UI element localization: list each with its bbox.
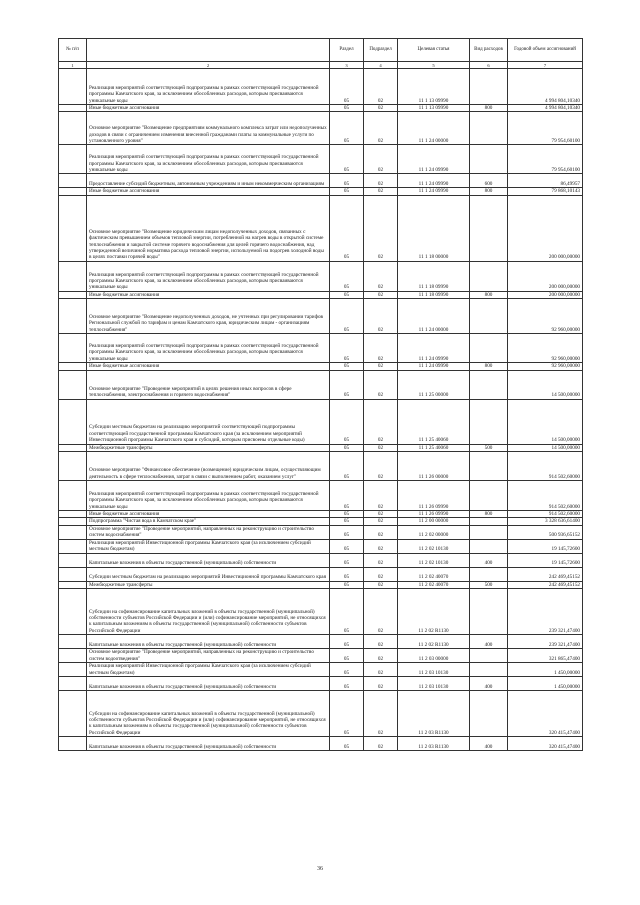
cell-target: 11 2 03 10130 — [398, 677, 470, 691]
table-row — [59, 399, 583, 444]
cell-name: Межбюджетные трансферты — [87, 444, 330, 451]
table-row — [59, 370, 583, 399]
cell-subsection: 02 — [364, 691, 398, 737]
cell-expense-type — [470, 518, 508, 525]
cell-target: 11 2 00 00000 — [398, 518, 470, 525]
cell-amount: 242 469,45152 — [508, 581, 583, 588]
cell-target: 11 1 18 09990 — [398, 291, 470, 298]
cell-amount: 200 000,00000 — [508, 195, 583, 261]
cell-num — [59, 677, 87, 691]
cell-amount: 239 321,47400 — [508, 589, 583, 635]
cell-name: Реализация мероприятий соответствующей подпрограммы в рамках соответствующей государственной программы Камчатского края, за исключением обособленных расходов, которым присваиваются уникальные коды — [87, 69, 330, 105]
cell-target: 11 2 02 00000 — [398, 525, 470, 539]
cell-amount: 92 960,00000 — [508, 334, 583, 363]
header-expense-type: Вид расходов — [470, 39, 508, 62]
cell-section: 05 — [330, 539, 364, 553]
cell-amount: 320 415,47400 — [508, 737, 583, 751]
cell-section: 05 — [330, 299, 364, 334]
cell-amount: 79 954,60100 — [508, 112, 583, 145]
cell-name: Иные бюджетные ассигнования — [87, 511, 330, 518]
table-row — [59, 567, 583, 581]
cell-target: 11 1 25 40060 — [398, 399, 470, 444]
cell-num — [59, 299, 87, 334]
cell-expense-type — [470, 399, 508, 444]
cell-name: Предоставление субсидий бюджетным, автономным учреждениям и иным некоммерческим организациям — [87, 174, 330, 188]
cell-section: 05 — [330, 145, 364, 174]
table-row — [59, 291, 583, 298]
cell-name: Реализация мероприятий Инвестиционной программы Камчатского края (за исключением субсидий местным бюджетам) — [87, 539, 330, 553]
cell-num — [59, 691, 87, 737]
cell-subsection: 02 — [364, 481, 398, 511]
cell-target: 11 1 24 09990 — [398, 188, 470, 195]
cell-target: 11 2 03 00000 — [398, 649, 470, 663]
table-row — [59, 581, 583, 588]
cell-target: 11 1 26 00000 — [398, 452, 470, 481]
cell-name: Капитальные вложения в объекты государственной (муниципальной) собственности — [87, 677, 330, 691]
cell-expense-type: 800 — [470, 511, 508, 518]
column-number: 2 — [87, 62, 330, 69]
cell-target: 11 1 24 09990 — [398, 334, 470, 363]
cell-subsection: 02 — [364, 539, 398, 553]
cell-expense-type: 400 — [470, 635, 508, 649]
budget-sheet — [58, 38, 582, 751]
cell-expense-type — [470, 567, 508, 581]
cell-name: Реализация мероприятий соответствующей подпрограммы в рамках соответствующей государственной программы Камчатского края, за исключением обособленных расходов, которым присваиваются уникальные коды — [87, 145, 330, 174]
cell-amount: 14 500,00000 — [508, 399, 583, 444]
cell-subsection: 02 — [364, 511, 398, 518]
cell-subsection: 02 — [364, 195, 398, 261]
table-row — [59, 363, 583, 370]
cell-expense-type — [470, 261, 508, 291]
cell-subsection: 02 — [364, 145, 398, 174]
table-row — [59, 145, 583, 174]
cell-expense-type: 600 — [470, 174, 508, 188]
cell-section: 05 — [330, 481, 364, 511]
cell-section: 05 — [330, 105, 364, 112]
table-row — [59, 518, 583, 525]
table-row — [59, 195, 583, 261]
cell-num — [59, 174, 87, 188]
cell-target: 11 1 13 09990 — [398, 105, 470, 112]
cell-name: Реализация мероприятий Инвестиционной программы Камчатского края (за исключением субсидий местным бюджетам) — [87, 663, 330, 677]
cell-expense-type — [470, 112, 508, 145]
cell-target: 11 2 03 10130 — [398, 663, 470, 677]
cell-subsection: 02 — [364, 525, 398, 539]
cell-section: 05 — [330, 677, 364, 691]
cell-num — [59, 481, 87, 511]
cell-subsection: 02 — [364, 261, 398, 291]
cell-expense-type — [470, 539, 508, 553]
cell-amount: 3 328 636,61400 — [508, 518, 583, 525]
table-row — [59, 539, 583, 553]
cell-subsection: 02 — [364, 737, 398, 751]
cell-amount: 86,49957 — [508, 174, 583, 188]
cell-name: Основное мероприятие "Возмещение юридическим лицам недополученных доходов, связанных с фактическим превышением объемов тепловой энергии, потребленной на нагрев воды в открытой системе теплоснабжения и закрытой системе горячего водоснабжения для целей горячего водоснабжения, над утвержденной величиной норматива расхода тепловой энергии, используемой на подогрев холодной воды в целях поставки горячей воды" — [87, 195, 330, 261]
cell-name: Реализация мероприятий соответствующей подпрограммы в рамках соответствующей государственной программы Камчатского края, за исключением обособленных расходов, которым присваиваются уникальные коды — [87, 481, 330, 511]
table-row — [59, 525, 583, 539]
header-subsection: Подраздел — [364, 39, 398, 62]
header-name — [87, 39, 330, 62]
cell-section: 05 — [330, 452, 364, 481]
table-row — [59, 112, 583, 145]
table-row — [59, 737, 583, 751]
cell-name: Иные бюджетные ассигнования — [87, 363, 330, 370]
cell-target: 11 1 24 09990 — [398, 174, 470, 188]
cell-name: Основное мероприятие "Возмещение недополученных доходов, не учтенных при регулировании тарифов Региональной службой по тарифам и ценам Камчатского края, юридическим лицам - организациям теплоснабжения" — [87, 299, 330, 334]
table-row — [59, 511, 583, 518]
cell-subsection: 02 — [364, 444, 398, 451]
cell-amount: 1 450,00000 — [508, 663, 583, 677]
cell-num — [59, 567, 87, 581]
cell-amount: 914 502,60000 — [508, 511, 583, 518]
header-amount: Годовой объем ассигнований — [508, 39, 583, 62]
cell-num — [59, 334, 87, 363]
cell-amount: 914 502,60000 — [508, 452, 583, 481]
cell-target: 11 1 18 09990 — [398, 261, 470, 291]
cell-subsection: 02 — [364, 334, 398, 363]
header-target: Целевая статья — [398, 39, 470, 62]
cell-amount: 500 936,65152 — [508, 525, 583, 539]
cell-name: Основное мероприятие "Финансовое обеспечение (возмещение) юридическим лицам, осуществляющим деятельность в сфере теплоснабжения, затрат в связи с выполнением работ, оказанием услуг" — [87, 452, 330, 481]
cell-subsection: 02 — [364, 581, 398, 588]
cell-expense-type — [470, 299, 508, 334]
cell-target: 11 1 25 00000 — [398, 370, 470, 399]
cell-name: Реализация мероприятий соответствующей подпрограммы в рамках соответствующей государственной программы Камчатского края, за исключением обособленных расходов, которым присваиваются уникальные коды — [87, 261, 330, 291]
cell-section: 05 — [330, 291, 364, 298]
cell-target: 11 2 02 40070 — [398, 567, 470, 581]
table-row — [59, 589, 583, 635]
cell-name: Основное мероприятие "Проведение мероприятий, направленных на реконструкцию и строительство систем водоотведения" — [87, 649, 330, 663]
cell-subsection: 02 — [364, 69, 398, 105]
cell-section: 05 — [330, 649, 364, 663]
cell-num — [59, 145, 87, 174]
column-number: 6 — [470, 62, 508, 69]
cell-subsection: 02 — [364, 112, 398, 145]
cell-expense-type — [470, 370, 508, 399]
cell-section: 05 — [330, 663, 364, 677]
cell-num — [59, 195, 87, 261]
cell-target: 11 1 18 00000 — [398, 195, 470, 261]
cell-target: 11 2 02 40070 — [398, 581, 470, 588]
cell-section: 05 — [330, 737, 364, 751]
cell-amount: 914 502,60000 — [508, 481, 583, 511]
table-row — [59, 188, 583, 195]
cell-target: 11 1 24 09990 — [398, 363, 470, 370]
cell-expense-type: 800 — [470, 291, 508, 298]
cell-num — [59, 399, 87, 444]
cell-subsection: 02 — [364, 299, 398, 334]
table-row — [59, 481, 583, 511]
cell-target: 11 2 02 R1130 — [398, 589, 470, 635]
cell-section: 05 — [330, 69, 364, 105]
cell-section: 05 — [330, 691, 364, 737]
cell-name: Иные бюджетные ассигнования — [87, 188, 330, 195]
column-number: 1 — [59, 62, 87, 69]
cell-name: Иные бюджетные ассигнования — [87, 105, 330, 112]
cell-num — [59, 737, 87, 751]
column-number-row — [59, 62, 583, 69]
cell-target: 11 1 26 09990 — [398, 481, 470, 511]
cell-target: 11 2 02 R1130 — [398, 635, 470, 649]
cell-amount: 14 500,00000 — [508, 370, 583, 399]
cell-expense-type: 800 — [470, 188, 508, 195]
table-row — [59, 691, 583, 737]
cell-num — [59, 511, 87, 518]
cell-subsection: 02 — [364, 188, 398, 195]
table-row — [59, 677, 583, 691]
cell-subsection: 02 — [364, 677, 398, 691]
cell-expense-type — [470, 69, 508, 105]
header-num: № п/п — [59, 39, 87, 62]
cell-expense-type: 400 — [470, 553, 508, 567]
cell-expense-type: 500 — [470, 581, 508, 588]
table-row — [59, 174, 583, 188]
cell-amount: 320 415,47400 — [508, 691, 583, 737]
cell-amount: 321 865,47400 — [508, 649, 583, 663]
cell-num — [59, 261, 87, 291]
cell-expense-type — [470, 589, 508, 635]
cell-subsection: 02 — [364, 663, 398, 677]
cell-name: Субсидии местным бюджетам на реализацию мероприятий Инвестиционной программы Камчатского края — [87, 567, 330, 581]
cell-name: Основное мероприятие "Возмещение предприятиям коммунального комплекса затрат или недополученных доходов в связи с ограничением изменения внесенной гражданами платы за коммунальные услуги по установленного уровня" — [87, 112, 330, 145]
cell-expense-type: 500 — [470, 444, 508, 451]
cell-amount: 4 994 804,10340 — [508, 105, 583, 112]
cell-expense-type — [470, 195, 508, 261]
cell-target: 11 1 24 09990 — [398, 145, 470, 174]
cell-num — [59, 635, 87, 649]
table-header-row — [59, 39, 583, 62]
cell-target: 11 1 26 09990 — [398, 511, 470, 518]
table-row — [59, 334, 583, 363]
cell-name: Основное мероприятие "Проведение мероприятий в целях решения иных вопросов в сфере теплоснабжения, электроснабжения и горячего водоснабжения" — [87, 370, 330, 399]
cell-expense-type: 800 — [470, 105, 508, 112]
cell-section: 05 — [330, 195, 364, 261]
cell-expense-type: 800 — [470, 363, 508, 370]
cell-target: 11 2 02 10130 — [398, 553, 470, 567]
cell-section: 05 — [330, 635, 364, 649]
cell-num — [59, 112, 87, 145]
cell-num — [59, 291, 87, 298]
cell-name: Капитальные вложения в объекты государственной (муниципальной) собственности — [87, 635, 330, 649]
cell-target: 11 1 25 40060 — [398, 444, 470, 451]
cell-target: 11 1 24 00000 — [398, 112, 470, 145]
cell-expense-type — [470, 663, 508, 677]
cell-expense-type: 400 — [470, 677, 508, 691]
cell-name: Основное мероприятие "Проведение мероприятий, направленных на реконструкцию и строительство систем водоснабжения" — [87, 525, 330, 539]
cell-amount: 200 000,00000 — [508, 261, 583, 291]
cell-num — [59, 539, 87, 553]
cell-section: 05 — [330, 581, 364, 588]
budget-table — [58, 38, 583, 751]
cell-section: 05 — [330, 444, 364, 451]
cell-num — [59, 452, 87, 481]
column-number: 5 — [398, 62, 470, 69]
column-number: 3 — [330, 62, 364, 69]
cell-section: 05 — [330, 567, 364, 581]
page-number: 36 — [317, 866, 323, 872]
cell-amount: 92 960,00000 — [508, 299, 583, 334]
table-row — [59, 635, 583, 649]
cell-amount: 239 321,47400 — [508, 635, 583, 649]
cell-num — [59, 525, 87, 539]
cell-target: 11 2 02 10130 — [398, 539, 470, 553]
cell-expense-type — [470, 649, 508, 663]
table-body — [59, 69, 583, 751]
cell-amount: 1 450,00000 — [508, 677, 583, 691]
cell-num — [59, 581, 87, 588]
cell-num — [59, 69, 87, 105]
cell-expense-type — [470, 452, 508, 481]
cell-num — [59, 663, 87, 677]
column-number: 4 — [364, 62, 398, 69]
cell-section: 05 — [330, 174, 364, 188]
cell-section: 05 — [330, 261, 364, 291]
cell-section: 05 — [330, 518, 364, 525]
cell-amount: 200 000,00000 — [508, 291, 583, 298]
cell-target: 11 1 24 00000 — [398, 299, 470, 334]
cell-name: Иные бюджетные ассигнования — [87, 291, 330, 298]
table-row — [59, 444, 583, 451]
cell-amount: 79 868,10143 — [508, 188, 583, 195]
cell-name: Субсидии местным бюджетам на реализацию мероприятий соответствующей подпрограммы соответствующей государственной программы Камчатского края (за исключением мероприятий Инвестиционной программы Камчатского края и субсидий, которым присвоены отдельные коды) — [87, 399, 330, 444]
cell-section: 05 — [330, 553, 364, 567]
cell-num — [59, 188, 87, 195]
cell-name: Подпрограмма "Чистая вода в Камчатском крае" — [87, 518, 330, 525]
cell-num — [59, 444, 87, 451]
table-row — [59, 649, 583, 663]
cell-num — [59, 363, 87, 370]
cell-subsection: 02 — [364, 635, 398, 649]
cell-name: Капитальные вложения в объекты государственной (муниципальной) собственности — [87, 737, 330, 751]
cell-section: 05 — [330, 363, 364, 370]
table-row — [59, 299, 583, 334]
column-number: 7 — [508, 62, 583, 69]
cell-amount: 19 145,72600 — [508, 539, 583, 553]
cell-subsection: 02 — [364, 174, 398, 188]
cell-target: 11 1 13 09990 — [398, 69, 470, 105]
cell-section: 05 — [330, 188, 364, 195]
cell-expense-type: 400 — [470, 737, 508, 751]
table-row — [59, 261, 583, 291]
cell-amount: 14 500,00000 — [508, 444, 583, 451]
cell-subsection: 02 — [364, 649, 398, 663]
cell-num — [59, 518, 87, 525]
cell-subsection: 02 — [364, 105, 398, 112]
cell-section: 05 — [330, 399, 364, 444]
cell-name: Капитальные вложения в объекты государственной (муниципальной) собственности — [87, 553, 330, 567]
cell-name: Субсидии на софинансирование капитальных вложений в объекты государственной (муниципальной) собственности субъектов Российской Федерации и (или) софинансирование мероприятий, не относящихся к капитальным вложениям в объекты государственной (муниципальной) собственности субъектов Российской Федерации — [87, 691, 330, 737]
table-row — [59, 69, 583, 105]
cell-subsection: 02 — [364, 452, 398, 481]
cell-expense-type — [470, 525, 508, 539]
cell-target: 11 2 03 R1130 — [398, 691, 470, 737]
cell-expense-type — [470, 691, 508, 737]
cell-subsection: 02 — [364, 291, 398, 298]
cell-target: 11 2 03 R1130 — [398, 737, 470, 751]
cell-num — [59, 649, 87, 663]
cell-expense-type — [470, 334, 508, 363]
cell-section: 05 — [330, 511, 364, 518]
cell-expense-type — [470, 481, 508, 511]
cell-name: Субсидии на софинансирование капитальных вложений в объекты государственной (муниципальной) собственности субъектов Российской Федерации и (или) софинансирование мероприятий, не относящихся к капитальным вложениям в объекты государственной (муниципальной) собственности субъектов Российской Федерации — [87, 589, 330, 635]
cell-subsection: 02 — [364, 518, 398, 525]
header-section: Раздел — [330, 39, 364, 62]
cell-section: 05 — [330, 589, 364, 635]
cell-subsection: 02 — [364, 553, 398, 567]
cell-section: 05 — [330, 525, 364, 539]
cell-num — [59, 105, 87, 112]
cell-expense-type — [470, 145, 508, 174]
table-row — [59, 105, 583, 112]
cell-section: 05 — [330, 370, 364, 399]
cell-amount: 19 145,72600 — [508, 553, 583, 567]
cell-subsection: 02 — [364, 370, 398, 399]
cell-amount: 4 994 804,10340 — [508, 69, 583, 105]
cell-subsection: 02 — [364, 363, 398, 370]
cell-amount: 79 954,60100 — [508, 145, 583, 174]
cell-num — [59, 370, 87, 399]
cell-num — [59, 553, 87, 567]
table-row — [59, 553, 583, 567]
cell-name: Межбюджетные трансферты — [87, 581, 330, 588]
cell-name: Реализация мероприятий соответствующей подпрограммы в рамках соответствующей государственной программы Камчатского края, за исключением обособленных расходов, которым присваиваются уникальные коды — [87, 334, 330, 363]
cell-subsection: 02 — [364, 399, 398, 444]
cell-subsection: 02 — [364, 567, 398, 581]
table-row — [59, 452, 583, 481]
cell-amount: 242 469,45152 — [508, 567, 583, 581]
cell-section: 05 — [330, 112, 364, 145]
cell-amount: 92 960,00000 — [508, 363, 583, 370]
cell-num — [59, 589, 87, 635]
cell-subsection: 02 — [364, 589, 398, 635]
cell-section: 05 — [330, 334, 364, 363]
table-row — [59, 663, 583, 677]
